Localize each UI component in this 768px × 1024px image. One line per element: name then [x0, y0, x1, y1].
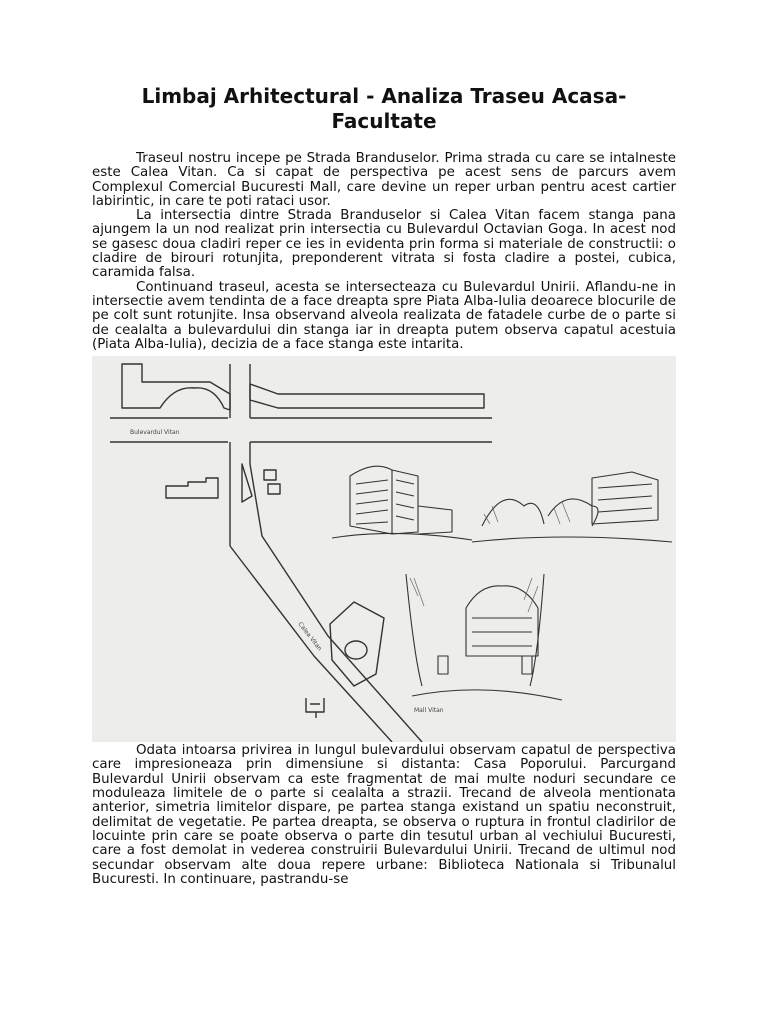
- route-sketch-image: [92, 356, 676, 742]
- continuation-text: [92, 744, 676, 887]
- sketch-label-street: Bulevardul Vitan: [130, 429, 180, 437]
- sketch-block-right: [250, 384, 484, 408]
- sketch-block-arc: [122, 364, 230, 410]
- sketch-mall-outline: [330, 602, 384, 686]
- paragraph-2: La intersectia dintre Strada Branduselor si Calea Vitan facem stanga pana ajungem la un nod realizat prin intersectia cu Bulevardul Octavian Goga. In acest nod se gasesc doua cladiri reper ce ies in evidenta prin forma si materiale de constructii: o cladire de birouri rotunjita, preponderent vitrata si fosta cladire a postei, cubica, caramida falsa.: [92, 208, 676, 281]
- paragraph-1: Traseul nostru incepe pe Strada Branduselor. Prima strada cu care se intalneste este Calea Vitan. Ca si capat de perspectiva pe acest sens de parcurs avem Complexul Comercial Bucuresti Mall, care devine un reper urban pentru acest cartier labirintic, in care te poti rataci usor.: [92, 151, 676, 209]
- paragraph-4: Odata intoarsa privirea in lungul bulevardului observam capatul de perspectiva care impresioneaza prin dimensiune si distanta: Casa Poporului. Parcurgand Bulevardul Unirii observam ca este fragmentat de mai multe noduri secundare ce moduleaza limitele de o parte si cealalta a strazii. Trecand de alveola mentionata anterior, simetria limitelor dispare, pe partea stanga existand un spatiu neconstruit, delimitat de vegetatie. Pe partea dreapta, se observa o ruptura in frontul cladirilor de locuinte prin care se poate observa o parte din tesutul urban al vechiului Bucuresti, care a fost demolat in vederea construirii Bulevardului Unirii. Trecand de ultimul nod secundar observam alte doua repere urbane: Biblioteca Nationala si Tribunalul Bucuresti. In continuare, pastrandu-se: [92, 743, 676, 887]
- intro-text: [92, 152, 676, 352]
- sketch-label-mall: Mall Vitan: [414, 707, 444, 715]
- sketch-label-road: Calea Vitan: [296, 621, 324, 653]
- page-title: Limbaj Arhitectural - Analiza Traseu Acasa-Facultate: [141, 84, 627, 133]
- document-page: [92, 0, 676, 887]
- paragraph-3: Continuand traseul, acesta se intersecteaza cu Bulevardul Unirii. Aflandu-ne in intersectie avem tendinta de a face dreapta spre Piata Alba-Iulia deoarece blocurile de pe colt sunt rotunjite. Insa observand alveola realizata de fatadele curbe de o parte si de cealalta a bulevardului din stanga iar in dreapta putem observa capatul acestuia (Piata Alba-Iulia), decizia de a face stanga este intarita.: [92, 279, 676, 352]
- sketch-block-stepped: [166, 478, 218, 498]
